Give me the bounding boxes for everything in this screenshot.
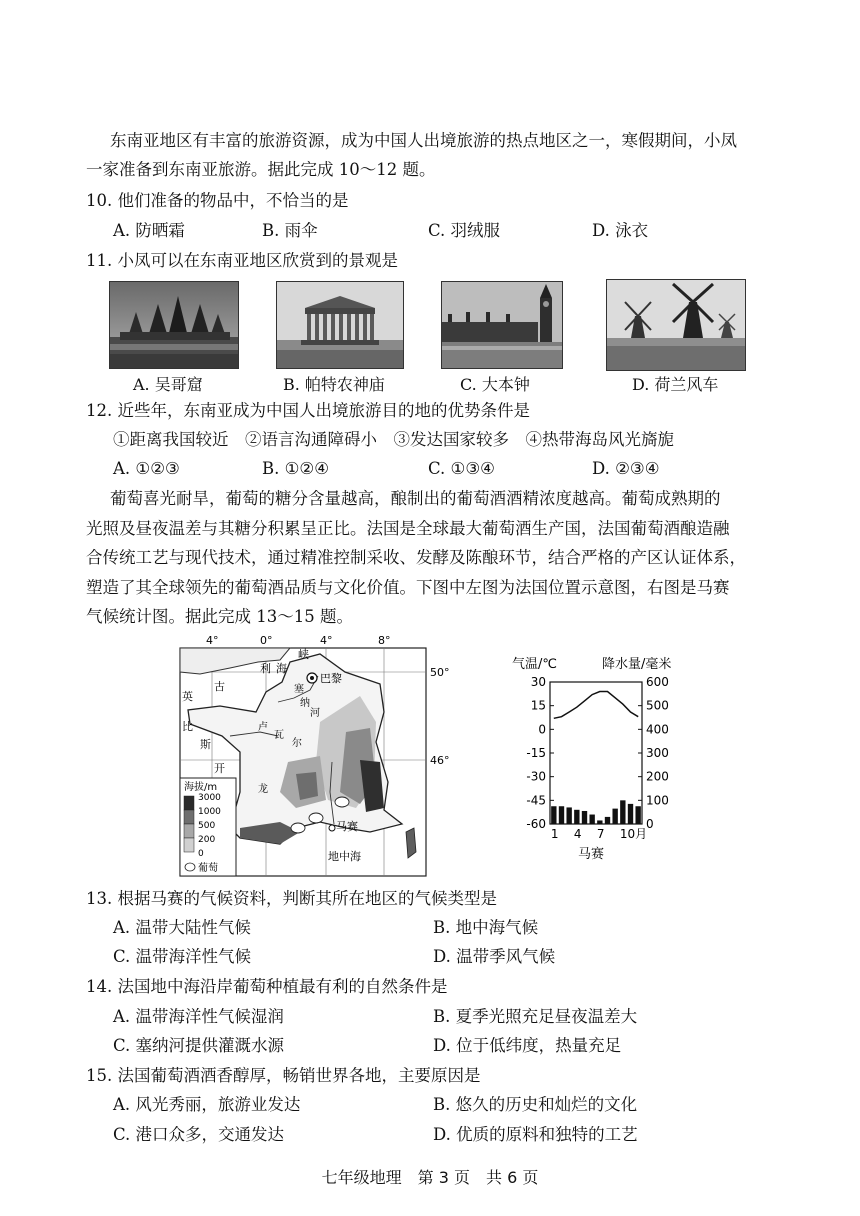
precipitation-bar — [635, 806, 640, 824]
windmill-photo[interactable] — [606, 279, 746, 371]
legend-title: 海拔/m — [184, 782, 218, 793]
france-map — [170, 632, 460, 880]
map-label-ao: 瓦 — [274, 730, 284, 741]
legend-level-0: 0 — [198, 849, 204, 859]
map-label-mediterranean: 地中海 — [328, 850, 361, 863]
lon-label-8e: 8° — [378, 634, 391, 647]
intro-paragraph-2-line-2: 光照及昼夜温差与其糖分积累呈正比。法国是全球最大葡萄酒生产国，法国葡萄酒酿造融 — [86, 519, 730, 538]
question-13-option-c[interactable]: C. 温带海洋性气候 — [113, 947, 252, 966]
intro-paragraph-2-line-3: 合传统工艺与现代技术，通过精准控制采收、发酵及陈酿环节，结合严格的产区认证体系， — [86, 548, 746, 567]
legend-grape-label: 葡萄 — [198, 863, 218, 874]
lon-label-0: 0° — [260, 634, 273, 647]
question-12-stem: 12. 近些年，东南亚成为中国人出境旅游目的地的优势条件是 — [86, 401, 530, 420]
photo-caption-a: A. 吴哥窟 — [133, 375, 203, 394]
photo-caption-b: B. 帕特农神庙 — [283, 375, 385, 394]
question-10-option-a[interactable]: A. 防晒霜 — [113, 221, 185, 240]
precipitation-bar — [605, 817, 610, 824]
map-label-he: 河 — [310, 708, 320, 719]
right-tick-label: 0 — [646, 817, 654, 831]
question-10-option-d[interactable]: D. 泳衣 — [592, 221, 649, 240]
map-label-hai: 海 — [276, 662, 287, 675]
precipitation-bar — [559, 806, 564, 824]
legend-grape-icon — [185, 863, 195, 871]
parthenon-photo[interactable] — [276, 281, 404, 369]
right-tick-label: 100 — [646, 793, 669, 808]
intro-paragraph-1-line-2: 一家准备到东南亚旅游。据此完成 10～12 题。 — [86, 160, 436, 179]
left-tick-label: -45 — [526, 793, 546, 808]
map-label-long: 龙 — [258, 784, 268, 795]
question-15-option-d[interactable]: D. 优质的原料和独特的工艺 — [433, 1125, 638, 1144]
map-label-marseille: 马赛 — [336, 820, 358, 833]
precipitation-bar — [612, 809, 617, 824]
question-13-stem: 13. 根据马赛的气候资料，判断其所在地区的气候类型是 — [86, 889, 497, 908]
marseille-climate-chart — [510, 650, 730, 870]
map-label-na: 纳 — [300, 698, 310, 709]
precipitation-bar — [620, 800, 625, 824]
question-14-option-b[interactable]: B. 夏季光照充足昼夜温差大 — [433, 1007, 638, 1026]
question-13-option-d[interactable]: D. 温带季风气候 — [433, 947, 556, 966]
question-12-option-c[interactable]: C. ①③④ — [428, 459, 495, 478]
precipitation-bar — [551, 806, 556, 824]
question-10-stem: 10. 他们准备的物品中，不恰当的是 — [86, 191, 349, 210]
left-tick-label: 0 — [538, 722, 546, 737]
precipitation-bar — [628, 804, 633, 824]
left-tick-label: -60 — [526, 817, 546, 831]
question-10-option-b[interactable]: B. 雨伞 — [262, 221, 318, 240]
question-15-option-b[interactable]: B. 悠久的历史和灿烂的文化 — [433, 1095, 638, 1114]
chart-title: 马赛 — [578, 847, 605, 862]
precipitation-bar — [574, 810, 579, 824]
left-tick-label: -15 — [526, 746, 546, 760]
question-14-option-d[interactable]: D. 位于低纬度，热量充足 — [433, 1036, 622, 1055]
question-12-items: ①距离我国较近 ②语言沟通障碍小 ③发达国家较多 ④热带海岛风光旖旎 — [113, 430, 674, 449]
map-label-sai: 塞 — [294, 684, 304, 695]
question-14-option-c[interactable]: C. 塞纳河提供灌溉水源 — [113, 1036, 285, 1055]
question-13-option-a[interactable]: A. 温带大陆性气候 — [113, 918, 251, 937]
legend-level-500: 500 — [198, 821, 216, 831]
map-label-si: 斯 — [200, 738, 211, 751]
intro-paragraph-2-line-1: 葡萄喜光耐旱，葡萄的糖分含量越高，酿制出的葡萄酒酒精浓度越高。葡萄成熟期的 — [110, 489, 721, 508]
precipitation-bar — [597, 820, 602, 824]
question-10-option-c[interactable]: C. 羽绒服 — [428, 221, 501, 240]
angkor-wat-photo[interactable] — [109, 281, 239, 369]
map-label-ying: 英 — [182, 690, 193, 703]
question-12-option-d[interactable]: D. ②③④ — [592, 459, 660, 478]
precipitation-bar — [566, 807, 571, 824]
question-14-stem: 14. 法国地中海沿岸葡萄种植最有利的自然条件是 — [86, 977, 448, 996]
page-footer: 七年级地理 第 3 页 共 6 页 — [321, 1168, 539, 1187]
map-label-xia: 峡 — [298, 648, 309, 661]
photo-caption-d: D. 荷兰风车 — [632, 375, 719, 394]
right-tick-label: 400 — [646, 722, 669, 737]
right-tick-label: 500 — [646, 698, 669, 713]
map-label-kai: 开 — [214, 762, 225, 775]
right-tick-label: 600 — [646, 675, 669, 689]
legend-level-200: 200 — [198, 835, 216, 845]
legend-level-3000: 3000 — [198, 793, 221, 803]
right-tick-label: 300 — [646, 746, 669, 760]
x-tick-label: 7 — [596, 827, 605, 841]
lon-label-4e: 4° — [320, 634, 333, 647]
question-15-option-a[interactable]: A. 风光秀丽，旅游业发达 — [113, 1095, 301, 1114]
question-13-option-b[interactable]: B. 地中海气候 — [433, 918, 539, 937]
intro-paragraph-1-line-1: 东南亚地区有丰富的旅游资源，成为中国人出境旅游的热点地区之一，寒假期间，小凤 — [110, 131, 737, 150]
precipitation-bar — [589, 815, 594, 824]
intro-paragraph-2-line-4: 塑造了其全球领先的葡萄酒品质与文化价值。下图中左图为法国位置示意图，右图是马赛 — [86, 578, 730, 597]
map-label-li: 利 — [260, 662, 271, 675]
question-15-stem: 15. 法国葡萄酒酒香醇厚，畅销世界各地，主要原因是 — [86, 1066, 481, 1085]
question-14-option-a[interactable]: A. 温带海洋性气候湿润 — [113, 1007, 284, 1026]
x-tick-label: 10月 — [619, 827, 648, 841]
legend-level-1000: 1000 — [198, 807, 221, 817]
lat-label-50: 50° — [430, 666, 450, 679]
x-tick-label: 1 — [550, 827, 559, 841]
left-tick-label: 30 — [530, 675, 546, 689]
chart-ylabel-right: 降水量/毫米 — [602, 657, 672, 672]
photo-caption-c: C. 大本钟 — [460, 375, 530, 394]
x-tick-label: 4 — [573, 827, 582, 841]
map-label-lu: 卢 — [258, 722, 268, 733]
map-label-paris: 巴黎 — [320, 672, 342, 685]
big-ben-photo[interactable] — [441, 281, 563, 369]
map-label-guli: 古 — [214, 680, 225, 693]
lat-label-46: 46° — [430, 754, 450, 767]
question-12-option-a[interactable]: A. ①②③ — [113, 459, 180, 478]
right-tick-label: 200 — [646, 769, 669, 784]
chart-plot-area — [550, 682, 642, 824]
question-15-option-c[interactable]: C. 港口众多，交通发达 — [113, 1125, 285, 1144]
precipitation-bar — [582, 811, 587, 824]
left-tick-label: -30 — [526, 769, 546, 784]
map-label-bi: 比 — [182, 720, 193, 733]
left-tick-label: 15 — [530, 698, 546, 713]
question-11-stem: 11. 小凤可以在东南亚地区欣赏到的景观是 — [86, 251, 398, 270]
map-label-er: 尔 — [292, 738, 302, 749]
question-12-option-b[interactable]: B. ①②④ — [262, 459, 329, 478]
chart-ylabel-left: 气温/℃ — [512, 657, 557, 672]
intro-paragraph-2-line-5: 气候统计图。据此完成 13～15 题。 — [86, 607, 353, 626]
lon-label-4w: 4° — [206, 634, 219, 647]
